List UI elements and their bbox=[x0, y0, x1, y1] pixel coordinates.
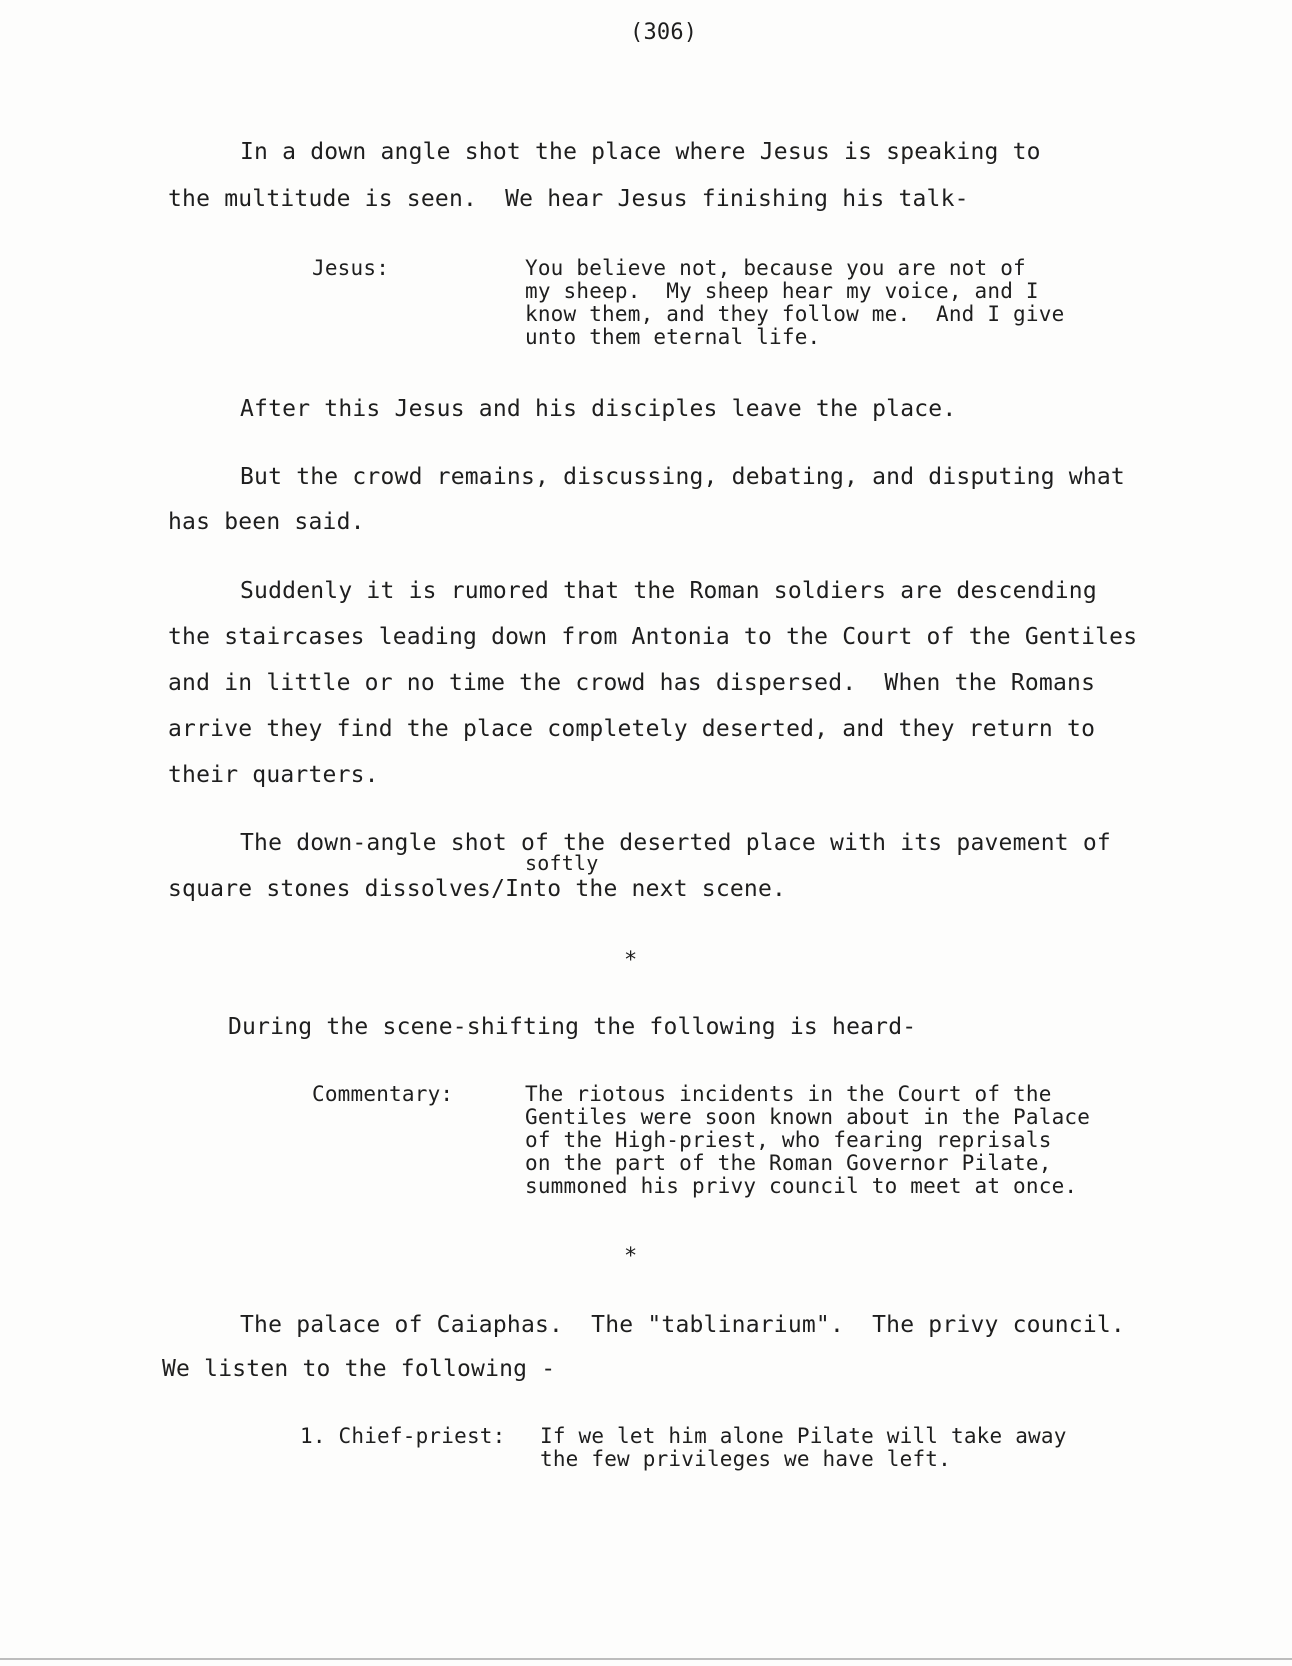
paragraph-2-line-1: After this Jesus and his disciples leave the place. bbox=[240, 396, 957, 422]
dialogue-line: my sheep. My sheep hear my voice, and I bbox=[525, 279, 1039, 303]
paragraph-4-line-5: their quarters. bbox=[168, 762, 379, 788]
paragraph-4-line-2: the staircases leading down from Antonia to the Court of the Gentiles bbox=[168, 624, 1138, 650]
page-number: (306) bbox=[630, 20, 698, 45]
dialogue-line: of the High-priest, who fearing reprisals bbox=[525, 1128, 1052, 1152]
dialogue-line: If we let him alone Pilate will take away bbox=[540, 1424, 1067, 1448]
dialogue-line: on the part of the Roman Governor Pilate, bbox=[525, 1151, 1052, 1175]
dialogue-line: the few privileges we have left. bbox=[540, 1447, 951, 1471]
interlinear-insertion: softly bbox=[525, 851, 599, 875]
paragraph-6-line-1: During the scene-shifting the following is heard- bbox=[228, 1014, 917, 1040]
paragraph-7-line-1: The palace of Caiaphas. The "tablinarium". The privy council. bbox=[240, 1312, 1125, 1338]
paragraph-7-line-2: We listen to the following - bbox=[162, 1356, 556, 1382]
paragraph-3-line-2: has been said. bbox=[168, 509, 365, 535]
dialogue-line: summoned his privy council to meet at once. bbox=[525, 1174, 1078, 1198]
scene-separator: * bbox=[624, 1244, 638, 1269]
paragraph-5-line-2: square stones dissolves/Into the next scene. bbox=[168, 876, 787, 902]
page-bottom-edge bbox=[0, 1658, 1292, 1660]
speaker-label: 1. Chief-priest: bbox=[300, 1424, 506, 1448]
dialogue-line: unto them eternal life. bbox=[525, 325, 821, 349]
speaker-label: Jesus: bbox=[312, 256, 390, 280]
dialogue-line: know them, and they follow me. And I give bbox=[525, 302, 1065, 326]
paragraph-4-line-1: Suddenly it is rumored that the Roman soldiers are descending bbox=[240, 578, 1097, 604]
dialogue-line: Gentiles were soon known about in the Palace bbox=[525, 1105, 1091, 1129]
dialogue-line: The riotous incidents in the Court of the bbox=[525, 1082, 1052, 1106]
dialogue-line: You believe not, because you are not of bbox=[525, 256, 1026, 280]
paragraph-3-line-1: But the crowd remains, discussing, debating, and disputing what bbox=[240, 464, 1125, 490]
paragraph-1-line-2: the multitude is seen. We hear Jesus finishing his talk- bbox=[168, 186, 969, 212]
scene-separator: * bbox=[624, 948, 638, 973]
speaker-label: Commentary: bbox=[312, 1082, 454, 1106]
paragraph-5-line-1: The down-angle shot of the deserted place with its pavement of bbox=[240, 830, 1111, 856]
paragraph-4-line-4: arrive they find the place completely deserted, and they return to bbox=[168, 716, 1096, 742]
paragraph-1-line-1: In a down angle shot the place where Jesus is speaking to bbox=[240, 139, 1041, 165]
paragraph-4-line-3: and in little or no time the crowd has dispersed. When the Romans bbox=[168, 670, 1096, 696]
